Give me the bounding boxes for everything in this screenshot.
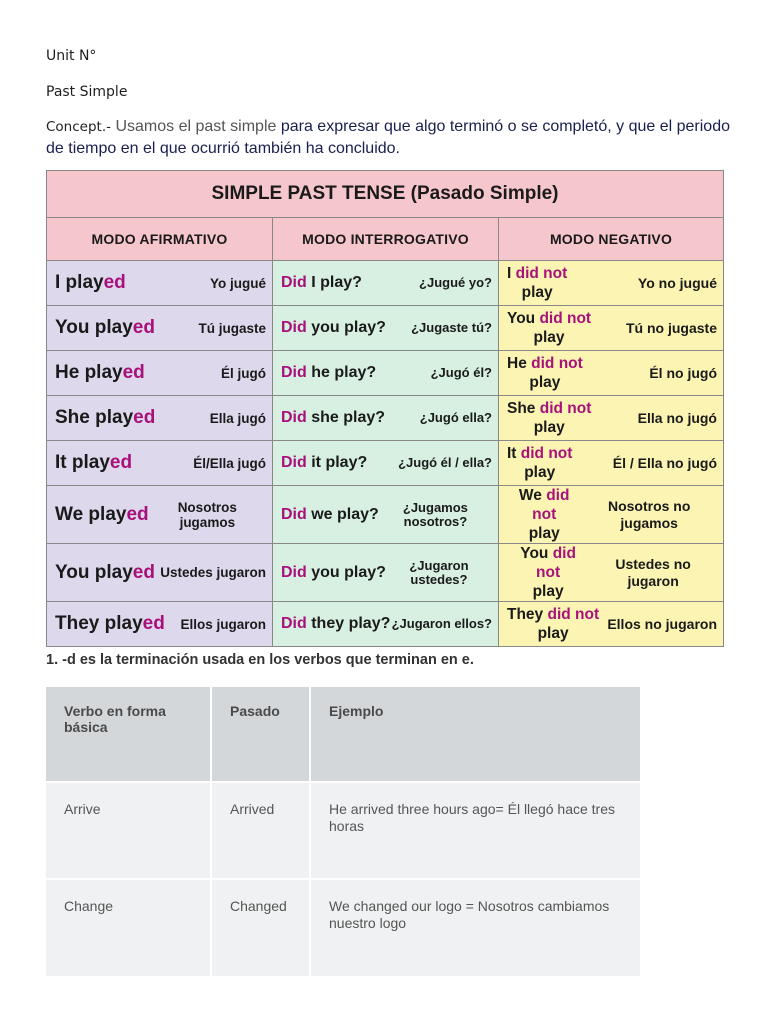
negative-spanish: Ustedes no jugaron: [615, 555, 691, 589]
interrogative-did: Did: [281, 454, 307, 471]
negative-subject: We: [518, 487, 542, 504]
affirmative-cell: [47, 486, 273, 544]
interrogative-english: [281, 274, 362, 292]
interrogative-rest: you play?: [306, 563, 386, 581]
grammar-table-row: [47, 351, 724, 396]
negative-verb: play: [533, 419, 565, 436]
interrogative-rest: it play?: [306, 454, 368, 471]
negative-english: [507, 544, 589, 601]
interrogative-did: Did: [281, 615, 307, 632]
affirmative-cell: [47, 441, 273, 486]
affirmative-cell: [47, 261, 273, 306]
interrogative-cell: [273, 306, 499, 351]
interrogative-did: Did: [281, 409, 307, 426]
negative-content: [499, 486, 723, 543]
grammar-table-header: MODO NEGATIVO: [499, 218, 724, 261]
negative-content: [499, 306, 723, 350]
affirmative-subject-verb: He play: [55, 362, 123, 383]
interrogative-spanish: ¿Jugamos nosotros?: [402, 499, 468, 529]
negative-english: [507, 309, 591, 347]
affirmative-ed-ending: ed: [109, 452, 133, 473]
affirmative-spanish: Él/Ella jugó: [193, 455, 266, 471]
negative-subject: He: [507, 355, 527, 372]
grammar-table-header: MODO AFIRMATIVO: [47, 218, 273, 261]
concept-paragraph: [46, 116, 736, 159]
verb-table-row: [46, 879, 641, 976]
negative-content: [499, 396, 723, 440]
interrogative-content: [273, 544, 498, 601]
affirmative-subject-verb: You play: [55, 561, 133, 583]
interrogative-rest: I play?: [306, 274, 362, 291]
negative-verb: play: [537, 625, 569, 642]
negative-subject: It: [507, 445, 517, 462]
interrogative-english: [281, 454, 367, 472]
negative-did-not: did not: [536, 545, 576, 581]
interrogative-rest: we play?: [306, 505, 379, 523]
interrogative-english: [281, 409, 385, 427]
negative-spanish: Tú no jugaste: [626, 319, 717, 336]
negative-spanish: Él / Ella no jugó: [612, 454, 717, 471]
verb-table-row: [46, 782, 641, 879]
interrogative-cell: [273, 544, 499, 602]
negative-did-not: did not: [515, 265, 568, 282]
affirmative-content: [47, 544, 272, 601]
affirmative-english: [55, 362, 145, 384]
negative-cell: [499, 441, 724, 486]
affirmative-cell: [47, 351, 273, 396]
interrogative-rest: she play?: [306, 409, 386, 426]
section-heading: 1. -d es la terminación usada en los verbos que terminan en e.: [46, 652, 474, 668]
interrogative-cell: [273, 261, 499, 306]
verb-table-header-row: [46, 687, 641, 782]
interrogative-did: Did: [281, 563, 307, 581]
interrogative-english: [281, 319, 386, 337]
negative-cell: [499, 351, 724, 396]
verb-table-cell: We changed our logo = Nosotros cambiamos nuestro logo: [310, 879, 641, 976]
grammar-table-row: [47, 486, 724, 544]
negative-verb: play: [532, 583, 564, 600]
affirmative-english: [55, 272, 126, 294]
grammar-table-row: [47, 441, 724, 486]
verb-table-cell: Arrive: [46, 782, 211, 879]
verb-table-header: Pasado: [211, 687, 310, 782]
negative-verb: play: [521, 284, 553, 301]
negative-content: [499, 544, 723, 601]
affirmative-english: [55, 562, 155, 584]
verb-table-cell: He arrived three hours ago= Él llegó hace tres horas: [310, 782, 641, 879]
concept-text: para expresar que algo terminó o se completó, y que el periodo de tiempo en el que ocurrió también ha concluido.: [46, 118, 730, 157]
affirmative-ed-ending: ed: [103, 272, 126, 293]
interrogative-cell: [273, 441, 499, 486]
affirmative-spanish: Él jugó: [221, 365, 266, 381]
affirmative-english: [55, 452, 132, 474]
affirmative-ed-ending: ed: [133, 407, 156, 428]
affirmative-spanish: Ustedes jugaron: [160, 565, 266, 580]
negative-cell: [499, 396, 724, 441]
negative-cell: [499, 602, 724, 647]
negative-did-not: did not: [520, 445, 573, 462]
verb-table-cell: Arrived: [211, 782, 310, 879]
interrogative-cell: [273, 351, 499, 396]
negative-verb: play: [529, 374, 561, 391]
interrogative-content: [273, 486, 498, 543]
interrogative-spanish: ¿Jugaste tú?: [411, 320, 492, 335]
affirmative-english: [55, 613, 165, 635]
negative-cell: [499, 486, 724, 544]
negative-did-not: did not: [539, 310, 592, 327]
affirmative-cell: [47, 396, 273, 441]
negative-english: [507, 486, 581, 543]
grammar-table: [46, 170, 724, 647]
affirmative-content: [47, 441, 272, 485]
interrogative-english: [281, 364, 376, 382]
negative-english: [507, 605, 599, 643]
interrogative-content: [273, 602, 498, 646]
interrogative-spanish: ¿Jugaron ustedes?: [409, 557, 469, 587]
grammar-table-header: MODO INTERROGATIVO: [273, 218, 499, 261]
interrogative-content: [273, 261, 498, 305]
interrogative-cell: [273, 396, 499, 441]
affirmative-content: [47, 306, 272, 350]
grammar-table-row: [47, 396, 724, 441]
interrogative-english: [281, 564, 386, 582]
negative-content: [499, 602, 723, 646]
affirmative-ed-ending: ed: [132, 561, 155, 583]
affirmative-content: [47, 351, 272, 395]
grammar-table-row: [47, 544, 724, 602]
unit-label: Unit N°: [46, 48, 97, 64]
affirmative-subject-verb: She play: [55, 407, 134, 428]
negative-subject: They: [507, 606, 544, 623]
verb-table-header: Verbo en forma básica: [46, 687, 211, 782]
negative-did-not: did not: [547, 606, 600, 623]
negative-subject: I: [507, 265, 512, 282]
affirmative-cell: [47, 544, 273, 602]
negative-subject: You: [520, 545, 549, 562]
affirmative-ed-ending: ed: [132, 317, 155, 338]
affirmative-ed-ending: ed: [142, 613, 165, 634]
affirmative-english: [55, 317, 155, 339]
interrogative-spanish: ¿Jugó ella?: [419, 410, 492, 425]
concept-intro: Usamos el past simple: [111, 118, 277, 135]
negative-cell: [499, 306, 724, 351]
interrogative-content: [273, 306, 498, 350]
grammar-table-title: SIMPLE PAST TENSE (Pasado Simple): [47, 171, 724, 218]
negative-content: [499, 261, 723, 305]
affirmative-cell: [47, 306, 273, 351]
negative-content: [499, 351, 723, 395]
affirmative-english: [55, 504, 149, 526]
negative-verb: play: [533, 329, 565, 346]
interrogative-english: [281, 506, 379, 524]
affirmative-content: [47, 261, 272, 305]
interrogative-content: [273, 441, 498, 485]
affirmative-content: [47, 602, 272, 646]
negative-spanish: Ella no jugó: [637, 409, 717, 426]
negative-subject: You: [507, 310, 536, 327]
negative-spanish: Yo no jugué: [637, 274, 717, 291]
interrogative-did: Did: [281, 364, 307, 381]
negative-english: [507, 264, 567, 302]
negative-cell: [499, 261, 724, 306]
negative-english: [507, 444, 572, 482]
interrogative-spanish: ¿Jugó él / ella?: [398, 455, 492, 470]
affirmative-cell: [47, 602, 273, 647]
affirmative-spanish: Ella jugó: [209, 410, 266, 426]
affirmative-subject-verb: I play: [55, 272, 104, 293]
interrogative-rest: he play?: [306, 364, 377, 381]
verb-table-cell: Change: [46, 879, 211, 976]
negative-verb: play: [524, 464, 556, 481]
interrogative-spanish: ¿Jugó él?: [430, 365, 492, 380]
affirmative-subject-verb: We play: [55, 503, 127, 525]
negative-did-not: did not: [539, 400, 592, 417]
page-subtitle: Past Simple: [46, 84, 128, 100]
affirmative-ed-ending: ed: [126, 503, 149, 525]
verb-table: [46, 687, 642, 976]
interrogative-content: [273, 396, 498, 440]
concept-label: Concept.-: [46, 119, 111, 135]
grammar-table-header-row: [47, 218, 724, 261]
affirmative-spanish: Ellos jugaron: [180, 616, 266, 632]
negative-spanish: Nosotros no jugamos: [607, 497, 691, 531]
negative-did-not: did not: [532, 487, 570, 523]
interrogative-did: Did: [281, 274, 307, 291]
interrogative-cell: [273, 486, 499, 544]
affirmative-ed-ending: ed: [122, 362, 145, 383]
interrogative-cell: [273, 602, 499, 647]
negative-did-not: did not: [531, 355, 583, 372]
affirmative-content: [47, 396, 272, 440]
affirmative-subject-verb: You play: [55, 317, 133, 338]
interrogative-did: Did: [281, 319, 307, 336]
negative-spanish: Ellos no jugaron: [607, 615, 717, 632]
interrogative-content: [273, 351, 498, 395]
negative-subject: She: [507, 400, 536, 417]
affirmative-content: [47, 486, 272, 543]
interrogative-rest: they play?: [306, 615, 391, 632]
negative-spanish: Él no jugó: [649, 364, 717, 381]
affirmative-spanish: Tú jugaste: [198, 320, 266, 336]
interrogative-english: [281, 615, 390, 633]
negative-verb: play: [528, 525, 560, 542]
interrogative-did: Did: [281, 505, 307, 523]
interrogative-spanish: ¿Jugué yo?: [419, 275, 492, 290]
grammar-table-row: [47, 261, 724, 306]
interrogative-rest: you play?: [306, 319, 386, 336]
negative-cell: [499, 544, 724, 602]
affirmative-spanish: Nosotros jugamos: [177, 499, 237, 530]
negative-content: [499, 441, 723, 485]
grammar-table-row: [47, 306, 724, 351]
affirmative-english: [55, 407, 155, 429]
affirmative-subject-verb: It play: [55, 452, 110, 473]
affirmative-subject-verb: They play: [55, 613, 143, 634]
affirmative-spanish: Yo jugué: [210, 275, 266, 291]
negative-english: [507, 354, 583, 392]
grammar-table-row: [47, 602, 724, 647]
negative-english: [507, 399, 591, 437]
verb-table-header: Ejemplo: [310, 687, 641, 782]
interrogative-spanish: ¿Jugaron ellos?: [391, 616, 492, 631]
verb-table-cell: Changed: [211, 879, 310, 976]
